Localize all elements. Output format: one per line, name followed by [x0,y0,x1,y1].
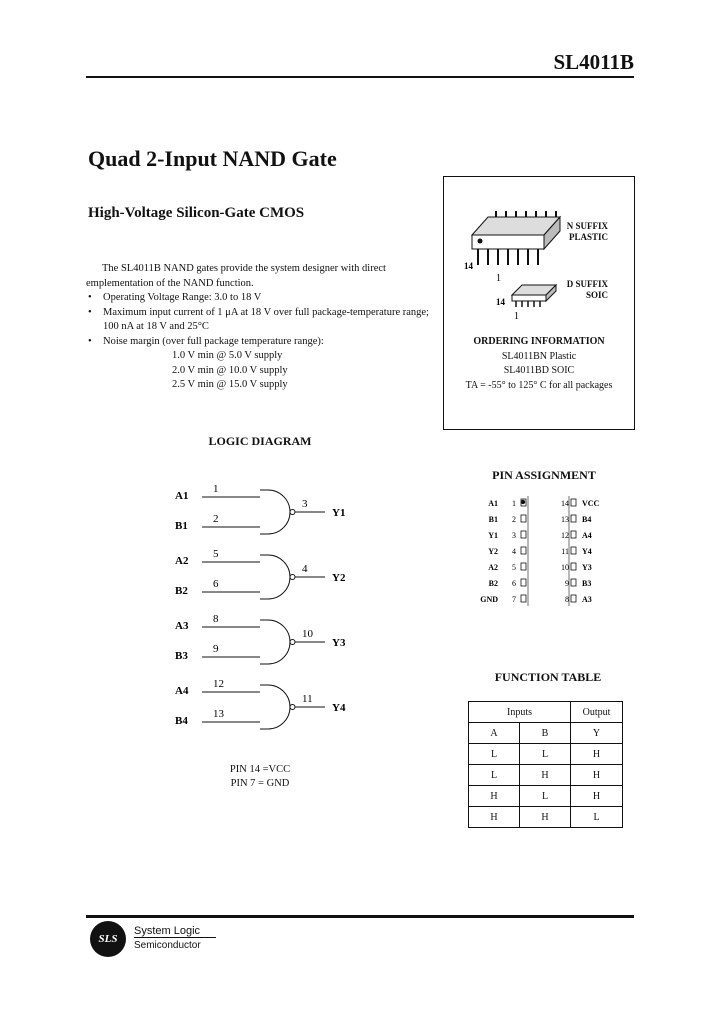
pin-number: 14 [561,499,569,508]
pin-left-7 [480,595,526,604]
table-row [469,744,623,765]
ordering-info [444,335,634,393]
dip-package-icon [472,211,560,265]
pin-name: VCC [582,499,600,508]
column-header: Y [571,723,623,744]
gate-input-label: A2 [175,555,189,567]
pin-number: 3 [512,531,516,540]
page-title: Quad 2-Input NAND Gate [88,146,337,171]
pin-marker [571,499,576,506]
pin-left-3 [488,531,526,540]
pin-right-12 [561,531,592,540]
pin-marker [521,595,526,602]
pin-number: 5 [512,563,516,572]
pin-name: A2 [488,563,498,572]
gate-pin-label: 5 [213,548,219,560]
gate-input-label: A3 [175,620,189,632]
gate-input-label: B2 [175,585,188,597]
gate-pin-label: 13 [213,708,224,720]
pin-right-11 [561,547,591,556]
table-cell: L [520,744,571,765]
pin-number: 9 [565,579,569,588]
nand-gate-2 [175,548,346,599]
noise-margin: 2.5 V min @ 15.0 V supply [172,379,288,390]
gate-output-label: Y3 [332,637,346,649]
pin-number: 6 [512,579,516,588]
gate-pin-label: 9 [213,643,219,655]
soic-package-icon [512,285,556,307]
pin-number: 7 [512,595,516,604]
company-logo: SLS [90,921,126,957]
nand-body [260,685,290,729]
inputs-header: Inputs [469,702,571,723]
feature-item: • Noise margin (over full package temperature range): [86,335,436,350]
pin-marker [571,531,576,538]
gate-pin-label: 4 [302,563,308,575]
pin-number: 12 [561,531,569,540]
pin-number: 2 [512,515,516,524]
gate-input-label: B4 [175,715,188,727]
nand-bubble [290,640,295,645]
pin-marker [571,595,576,602]
gate-pin-label: 6 [213,578,219,590]
package-illustration [444,177,634,327]
pin-assignment-title: PIN ASSIGNMENT [492,468,596,482]
pin-marker [571,579,576,586]
table-row [469,723,623,744]
pin-name: Y4 [582,547,592,556]
table-cell: H [571,765,623,786]
pin-left-4 [488,547,526,556]
pin-marker [571,515,576,522]
table-cell: L [469,744,520,765]
pin-left-6 [489,579,526,588]
logic-diagram [160,470,370,740]
pin-name: A4 [582,531,592,540]
nand-gate-1 [175,483,345,534]
pin-number: 11 [561,547,569,556]
table-cell: L [469,765,520,786]
table-row [469,807,623,828]
pin-left-5 [488,563,526,572]
noise-margin: 1.0 V min @ 5.0 V supply [172,350,283,361]
description-intro: The SL4011B NAND gates provide the system designer with direct emplementation of the NAND function. [86,263,386,289]
pin-name: Y3 [582,563,592,572]
noise-margin: 2.0 V min @ 10.0 V supply [172,364,288,376]
table-cell: H [571,744,623,765]
feature-list [86,291,436,349]
footer-rule [86,915,634,918]
pin-marker [521,531,526,538]
column-header: B [520,723,571,744]
pin-name: A3 [582,595,592,604]
gate-output-label: Y2 [332,572,346,584]
pin-right-13 [561,515,591,524]
dip-pin1-label: 1 [496,273,501,284]
nand-bubble [290,510,295,515]
gate-output-label: Y1 [332,507,346,519]
pin-name: B2 [488,579,498,588]
feature-item: • Operating Voltage Range: 3.0 to 18 V [86,291,436,306]
nand-gate-4 [175,678,346,729]
header-rule [86,76,634,78]
pin-number: 10 [561,563,569,572]
output-header: Output [571,702,623,723]
pin-name: B4 [582,515,592,524]
pin7-note: PIN 7 = GND [230,778,290,789]
pin-notes [200,763,320,791]
pin-name: A1 [488,499,498,508]
pin-name: GND [480,595,498,604]
d-suffix: D SUFFIX [566,279,608,289]
table-cell: H [571,786,623,807]
d-type: SOIC [585,290,608,300]
pin14-note: PIN 14 =VCC [229,764,291,775]
table-cell: H [520,807,571,828]
gate-pin-label: 8 [213,613,219,625]
pin-left-1 [488,499,526,508]
pin-number: 13 [561,515,569,524]
nand-body [260,490,290,534]
pin1-dot [521,500,525,504]
table-row [469,786,623,807]
function-table [468,701,623,828]
gate-pin-label: 3 [302,498,308,510]
pin-marker [571,547,576,554]
gate-pin-label: 10 [302,628,313,640]
description [86,262,436,393]
order-line: SL4011BD SOIC [503,365,575,376]
logic-diagram-title: LOGIC DIAGRAM [208,434,312,448]
d-suffix-label [567,279,608,301]
soic-pin1-label: 1 [514,311,519,322]
pin-left-2 [489,515,526,524]
gate-pin-label: 2 [213,513,219,525]
pin-marker [521,515,526,522]
table-cell: H [520,765,571,786]
pin-marker [571,563,576,570]
function-table-title: FUNCTION TABLE [494,670,602,684]
nand-body [260,620,290,664]
feature-item: • Maximum input current of 1 μA at 18 V over full package-temperature range; 100 nA at 18 V and 25°C [86,306,436,335]
gate-pin-label: 11 [302,693,313,705]
dip-pin14-label: 14 [464,261,473,271]
order-line: SL4011BN Plastic [501,350,577,362]
nand-bubble [290,705,295,710]
table-cell: H [469,786,520,807]
company-name-line1: System Logic [134,925,216,938]
gate-pin-label: 1 [213,483,219,495]
gate-pin-label: 12 [213,678,224,690]
pin-right-10 [561,563,592,572]
gate-input-label: B3 [175,650,188,662]
pin-name: Y1 [488,531,498,540]
nand-bubble [290,575,295,580]
pin-number: 4 [512,547,516,556]
n-suffix-label [567,221,608,243]
package-box [443,176,635,430]
nand-gate-3 [175,613,346,664]
table-cell: L [520,786,571,807]
pin-name: B3 [582,579,592,588]
column-header: A [469,723,520,744]
ordering-title: ORDERING INFORMATION [473,336,605,347]
temp-range: TA = -55° to 125° C for all packages [465,379,613,391]
pin-name: Y2 [488,547,498,556]
nand-body [260,555,290,599]
gate-output-label: Y4 [332,702,346,714]
page-subtitle: High-Voltage Silicon-Gate CMOS [88,205,305,221]
pin-number: 1 [512,499,516,508]
pin-number: 8 [565,595,569,604]
pin-marker [521,547,526,554]
pin-name: B1 [488,515,498,524]
gate-input-label: A4 [175,685,189,697]
table-row [469,765,623,786]
pin-marker [521,563,526,570]
gate-input-label: B1 [175,520,188,532]
pin-marker [521,579,526,586]
pin-assignment [470,492,620,612]
gate-input-label: A1 [175,490,189,502]
soic-pin14-label: 14 [496,297,505,307]
n-suffix: N SUFFIX [566,221,608,231]
table-cell: H [469,807,520,828]
n-type: PLASTIC [568,232,608,242]
table-cell: L [571,807,623,828]
pin-right-14 [561,499,600,508]
company-name-line2: Semiconductor [134,940,201,951]
part-number: SL4011B [553,50,634,74]
